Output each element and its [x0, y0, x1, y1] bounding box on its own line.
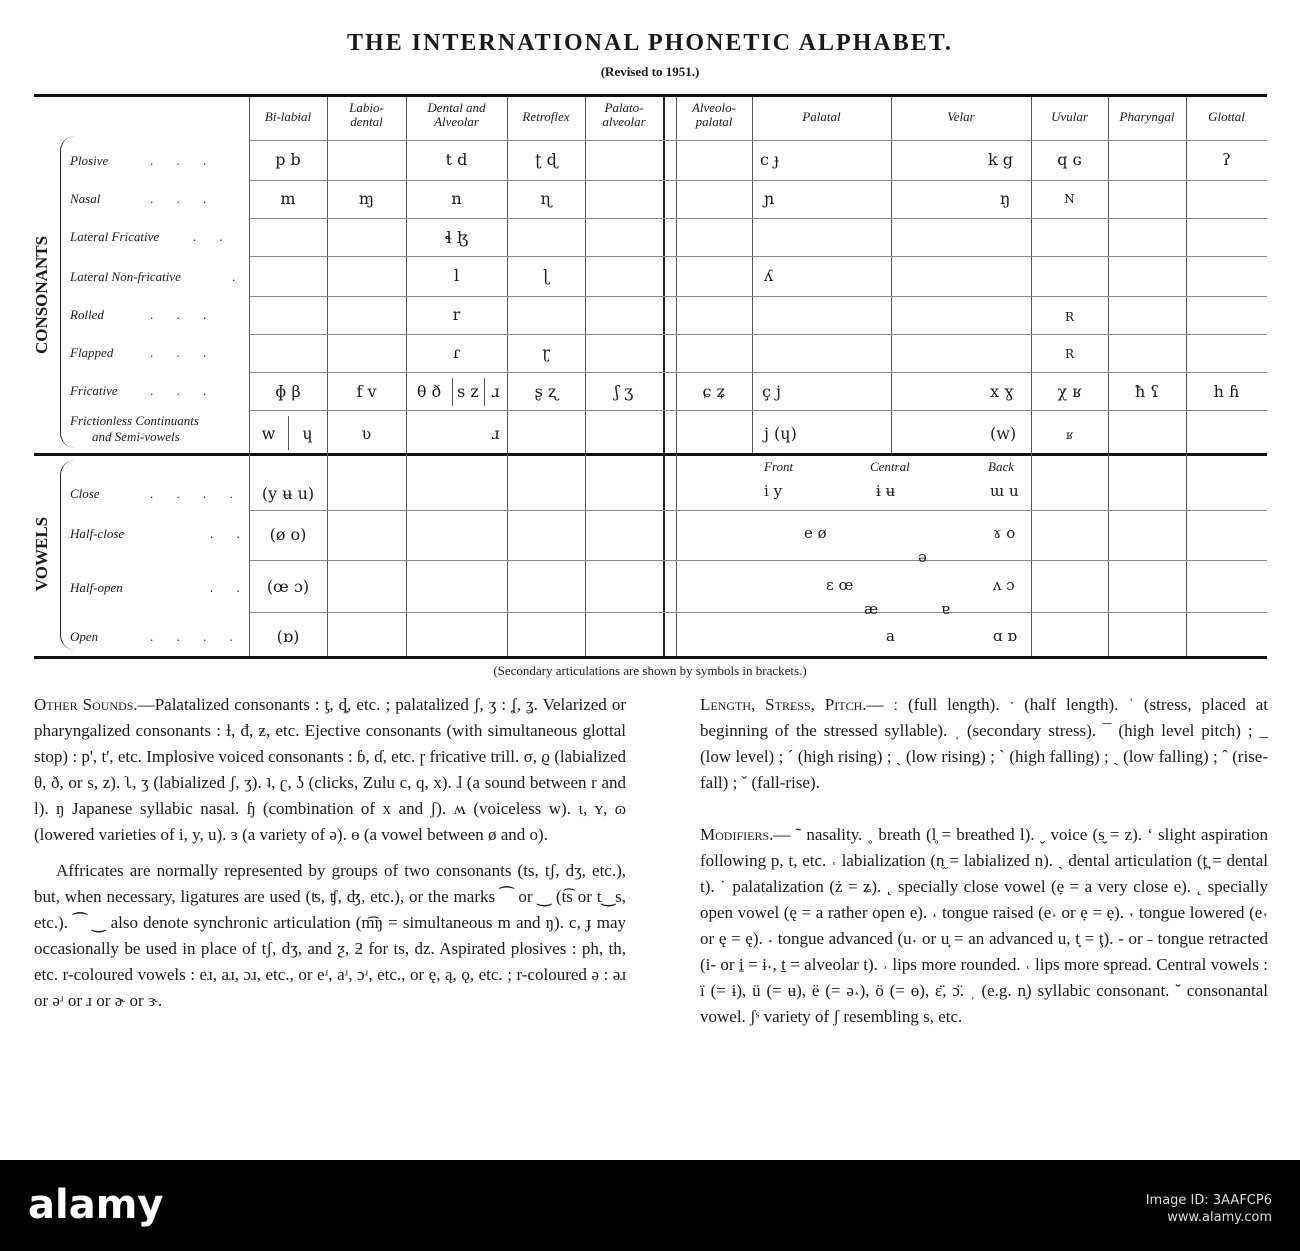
length-heading: Length, Stress, Pitch. [700, 695, 867, 714]
row-label-half-close: Half-close [70, 526, 125, 541]
col-header-pharyngal: Pharyngal [1119, 109, 1175, 124]
cell-fricative-dental-b: s z [457, 382, 479, 401]
cell-plosive-glottal: ʔ [1222, 150, 1231, 169]
vowel-halfopen-front: ɛ œ [826, 576, 854, 594]
row-dots: . . [210, 580, 250, 595]
row-dots: . . . [150, 307, 217, 322]
cell-flapped-uvular: R [1064, 347, 1075, 361]
col-header-velar: Velar [947, 109, 975, 124]
cell-fricative-velar: x ɣ [990, 382, 1014, 401]
row-label-frictionless-2: and Semi-vowels [92, 429, 180, 444]
vowel-ae: æ [864, 600, 879, 618]
vowel-rounded-close: (y ʉ u) [261, 484, 315, 503]
watermark-footer [0, 1160, 1300, 1251]
row-rule [249, 180, 1267, 181]
row-label-lateral-nonfricative: Lateral Non-fricative [70, 269, 181, 284]
cell-fricative-alveolopalatal: ɕ ʑ [702, 382, 726, 401]
col-header-alveolopalatal: Alveolo- palatal [691, 100, 737, 129]
cell-frictionless-palatal: j (ɥ) [764, 424, 797, 443]
cell-fricative-uvular: χ ʁ [1057, 382, 1082, 401]
image-meta [1146, 1192, 1272, 1226]
brand-logo: alamy [28, 1182, 164, 1228]
cell-fricative-pharyngal: ħ ʕ [1135, 382, 1159, 401]
cell-plosive-velar: k g [988, 150, 1014, 169]
cell-plosive-bilabial: p b [275, 150, 301, 169]
vowel-turned-a: ɐ [941, 600, 950, 618]
vowel-header-back: Back [988, 459, 1014, 474]
row-rule [249, 256, 1267, 257]
cell-rolled-uvular: R [1064, 310, 1075, 324]
row-label-flapped: Flapped [70, 345, 114, 360]
row-rule [249, 510, 1267, 511]
cell-plosive-uvular: q ɢ [1057, 150, 1082, 169]
col-line [891, 97, 892, 453]
vowel-open-central: a [886, 627, 895, 645]
other-sounds-body: —Palatalized consonants : ƫ, ȡ, etc. ; palatalized ʃ, ʒ : ʆ, ʓ. Velarized or pharyngalized consonants : ɫ, đ, ƶ, etc. Ejective consonants (with simultaneous glottal stop) : p', t', etc. Implosive voiced consonants : ɓ, ɗ, etc. ɼ fricative trill. σ, ϱ (labialized θ, ð, or s, z). ʅ, ʒ (labialized ʃ, ʒ). ʇ, ʗ, ʖ (clicks, Zulu c, q, x). ɺ (a sound between r and l). ŋ Japanese syllabic nasal. ɧ (combination of x and ʃ). ʍ (voiceless w). ɩ, ʏ, ɷ (lowered varieties of i, y, u). ɜ (a variety of ə). ɵ (a vowel between ø and o). [34, 695, 626, 844]
row-label-frictionless: Frictionless Continuants [70, 413, 199, 428]
cell-frictionless-uvular: ʁ [1066, 428, 1073, 442]
row-rule [249, 334, 1267, 335]
header-rule [249, 140, 1267, 141]
cell-frictionless-bilabial-b: ɥ [302, 424, 313, 443]
col-header-palatal: Palatal [802, 109, 841, 124]
row-dots: . . . . [150, 486, 243, 501]
cell-plosive-retroflex: ʈ ɖ [535, 150, 557, 169]
row-rule [249, 410, 1267, 411]
cell-nasal-uvular: N [1064, 192, 1075, 206]
cell-flapped-retroflex: ɽ [542, 343, 550, 362]
cell-frictionless-dental: ɹ [491, 424, 500, 443]
site-url: www.alamy.com [1167, 1210, 1272, 1225]
row-dots: . . . [150, 191, 217, 206]
row-rule [249, 296, 1267, 297]
cell-fricative-palatoalveolar: ʃ ʒ [614, 382, 634, 401]
row-dots: . . [210, 526, 250, 541]
row-rule [249, 372, 1267, 373]
cell-fricative-retroflex: ʂ ʐ [534, 382, 558, 401]
left-text-column [34, 692, 626, 1024]
vowel-schwa: ə [918, 548, 927, 566]
cell-fricative-dental-c: ɹ [491, 382, 500, 401]
cell-fricative-labiodental: f v [356, 382, 377, 401]
row-label-close: Close [70, 486, 100, 501]
row-label-rolled: Rolled [70, 307, 104, 322]
col-header-retroflex: Retroflex [522, 109, 570, 124]
affricates-paragraph: Affricates are normally represented by groups of two consonants (ts, tʃ, dʒ, etc.), but, when necessary, ligatures are used (ʦ, ʧ, ʤ, etc.), or the marks ⁀ or ‿ (t͡s or t‿s, etc.). ⁀ ‿ also denote synchronic articulation (m͡ŋ = simultaneous m and ŋ). c, ɟ may occasionally be used in place of tʃ, dʒ, and ƺ, ƻ for ts, dz. Aspirated plosives : ph, th, etc. r-coloured vowels : eɹ, aɹ, ɔɹ, etc., or eʴ, aʴ, ɔʴ, etc., or ę, ą, ǫ, etc. ; r-coloured ə : əɹ or əʴ or ɹ or ɚ or ɝ. [34, 861, 626, 1010]
vowel-header-front: Front [764, 459, 794, 474]
col-header-labiodental: Labio- dental [349, 100, 384, 129]
cell-rolled-dental: r [452, 305, 461, 324]
cell-fricative-dental-a: θ ð [416, 382, 442, 401]
other-sounds-heading: Other Sounds. [34, 695, 138, 714]
right-text-column [700, 692, 1268, 1040]
table-top-rule [34, 94, 1267, 97]
cell-plosive-palatal: c ɟ [760, 150, 780, 169]
vowel-halfclose-back: ɤ o [993, 524, 1016, 542]
cell-fricative-palatal: ç j [762, 382, 782, 401]
cell-fricative-glottal: h ɦ [1213, 382, 1240, 401]
consonants-brace [60, 136, 75, 448]
cell-nasal-dental: n [451, 189, 462, 208]
row-label-lateral-fricative: Lateral Fricative [70, 229, 160, 244]
cell-latfric-dental: ɬ ɮ [444, 228, 469, 247]
vowel-open-back: ɑ ɒ [993, 627, 1017, 645]
cell-plosive-dental: t d [445, 150, 468, 169]
cell-nasal-retroflex: ɳ [540, 189, 552, 208]
cell-flapped-dental: ɾ [452, 343, 461, 362]
cell-fricative-bilabial: ɸ β [275, 382, 301, 401]
vowel-halfclose-front: e ø [804, 524, 827, 542]
col-header-bilabial: Bi-labial [264, 109, 312, 124]
cell-nasal-palatal: ɲ [764, 189, 775, 208]
consonants-side-label: CONSONANTS [32, 235, 51, 355]
row-label-nasal: Nasal [70, 191, 101, 206]
col-header-uvular: Uvular [1051, 109, 1088, 124]
vowel-rounded-open: (ɒ) [276, 627, 300, 646]
row-rule [249, 612, 1267, 613]
row-rule [249, 560, 1267, 561]
row-dots: . [232, 269, 246, 284]
vowel-close-front: i y [764, 482, 783, 500]
table-bottom-rule [34, 656, 1267, 659]
row-label-fricative: Fricative [70, 383, 118, 398]
secondary-articulation-note: (Secondary articulations are shown by symbols in brackets.) [493, 663, 807, 678]
page-subtitle: (Revised to 1951.) [600, 64, 700, 79]
page-title: THE INTERNATIONAL PHONETIC ALPHABET. [347, 30, 953, 56]
image-id: Image ID: 3AAFCP6 [1145, 1193, 1272, 1208]
row-label-open: Open [70, 629, 99, 644]
vowel-rounded-half-open: (œ ɔ) [266, 577, 310, 596]
vowel-halfopen-back: ʌ ɔ [993, 576, 1015, 594]
row-dots: . . . [150, 383, 217, 398]
cell-nasal-labiodental: ɱ [358, 189, 375, 208]
modifiers-body: — ˜ nasality. ˳ breath (l̥ = breathed l). ˬ voice (s̬ = z). ʻ slight aspiration following p, t, etc. ˓ labialization (n̫ = labialized n). ˏ dental articulation (t̪ = dental t). ˙ palatalization (ż = ʑ). ˛ specially close vowel (ẹ = a very close e). ˛ specially open vowel (ę = a rather open e). ˔ tongue raised (e˔ or ẹ = ẹ). ˕ tongue lowered (e˕ or ę = ę). ˖ tongue advanced (u˖ or u̟ = an advanced u, t̟ = ţ). - or ˗ tongue retracted (i- or i̠ = ɨ˖, t̠ = alveolar t). ˒ lips more rounded. ˓ lips more spread. Central vowels : ï (= ɨ), ü (= ʉ), ë (= ə˔), ö (= ɵ), ɛ̈, ɔ̈. ˌ (e.g. n̩) syllabic consonant. ˘ consonantal vowel. ʃˢ variety of ʃ resembling s, etc. [700, 825, 1268, 1026]
row-rule [249, 218, 1267, 219]
consonant-vowel-divider [34, 453, 1267, 456]
cell-latnonfric-palatal: ʎ [764, 266, 774, 285]
length-body: — ː (full length). ˑ (half length). ˈ (stress, placed at beginning of the stressed syllable). ˌ (secondary stress). ¯ (high level pitch) ; _ (low level) ; ˊ (high rising) ; ˏ (low rising) ; ˋ (high falling) ; ˎ (low falling) ; ˆ (rise-fall) ; ˇ (fall-rise). [700, 695, 1268, 792]
cell-latnonfric-retroflex: ɭ [543, 266, 549, 285]
row-label-plosive: Plosive [70, 153, 109, 168]
cell-frictionless-labiodental: ʋ [361, 424, 372, 443]
cell-latnonfric-dental: l [453, 266, 460, 285]
row-dots: . . . [150, 153, 217, 168]
vowel-close-back: ɯ u [990, 482, 1019, 500]
vowel-header-central: Central [870, 459, 910, 474]
row-label-half-open: Half-open [70, 580, 123, 595]
row-dots: . . . [150, 345, 217, 360]
cell-nasal-bilabial: m [280, 189, 296, 208]
col-header-palatoalveolar: Palato- alveolar [602, 100, 646, 129]
row-dots: . . . . [150, 629, 243, 644]
row-dots: . . [193, 229, 233, 244]
cell-nasal-velar: ŋ [1000, 189, 1011, 208]
col-line [752, 97, 753, 453]
modifiers-heading: Modifiers. [700, 825, 774, 844]
vowel-close-central: ɨ ʉ [876, 482, 896, 500]
vowel-rounded-half-close: (ø o) [269, 525, 307, 544]
vowels-side-label: VOWELS [32, 516, 51, 592]
col-header-glottal: Glottal [1208, 109, 1245, 124]
cell-frictionless-velar: (w) [990, 424, 1017, 443]
col-header-dental: Dental and Alveolar [427, 100, 486, 129]
cell-frictionless-bilabial-a: w [261, 424, 276, 443]
